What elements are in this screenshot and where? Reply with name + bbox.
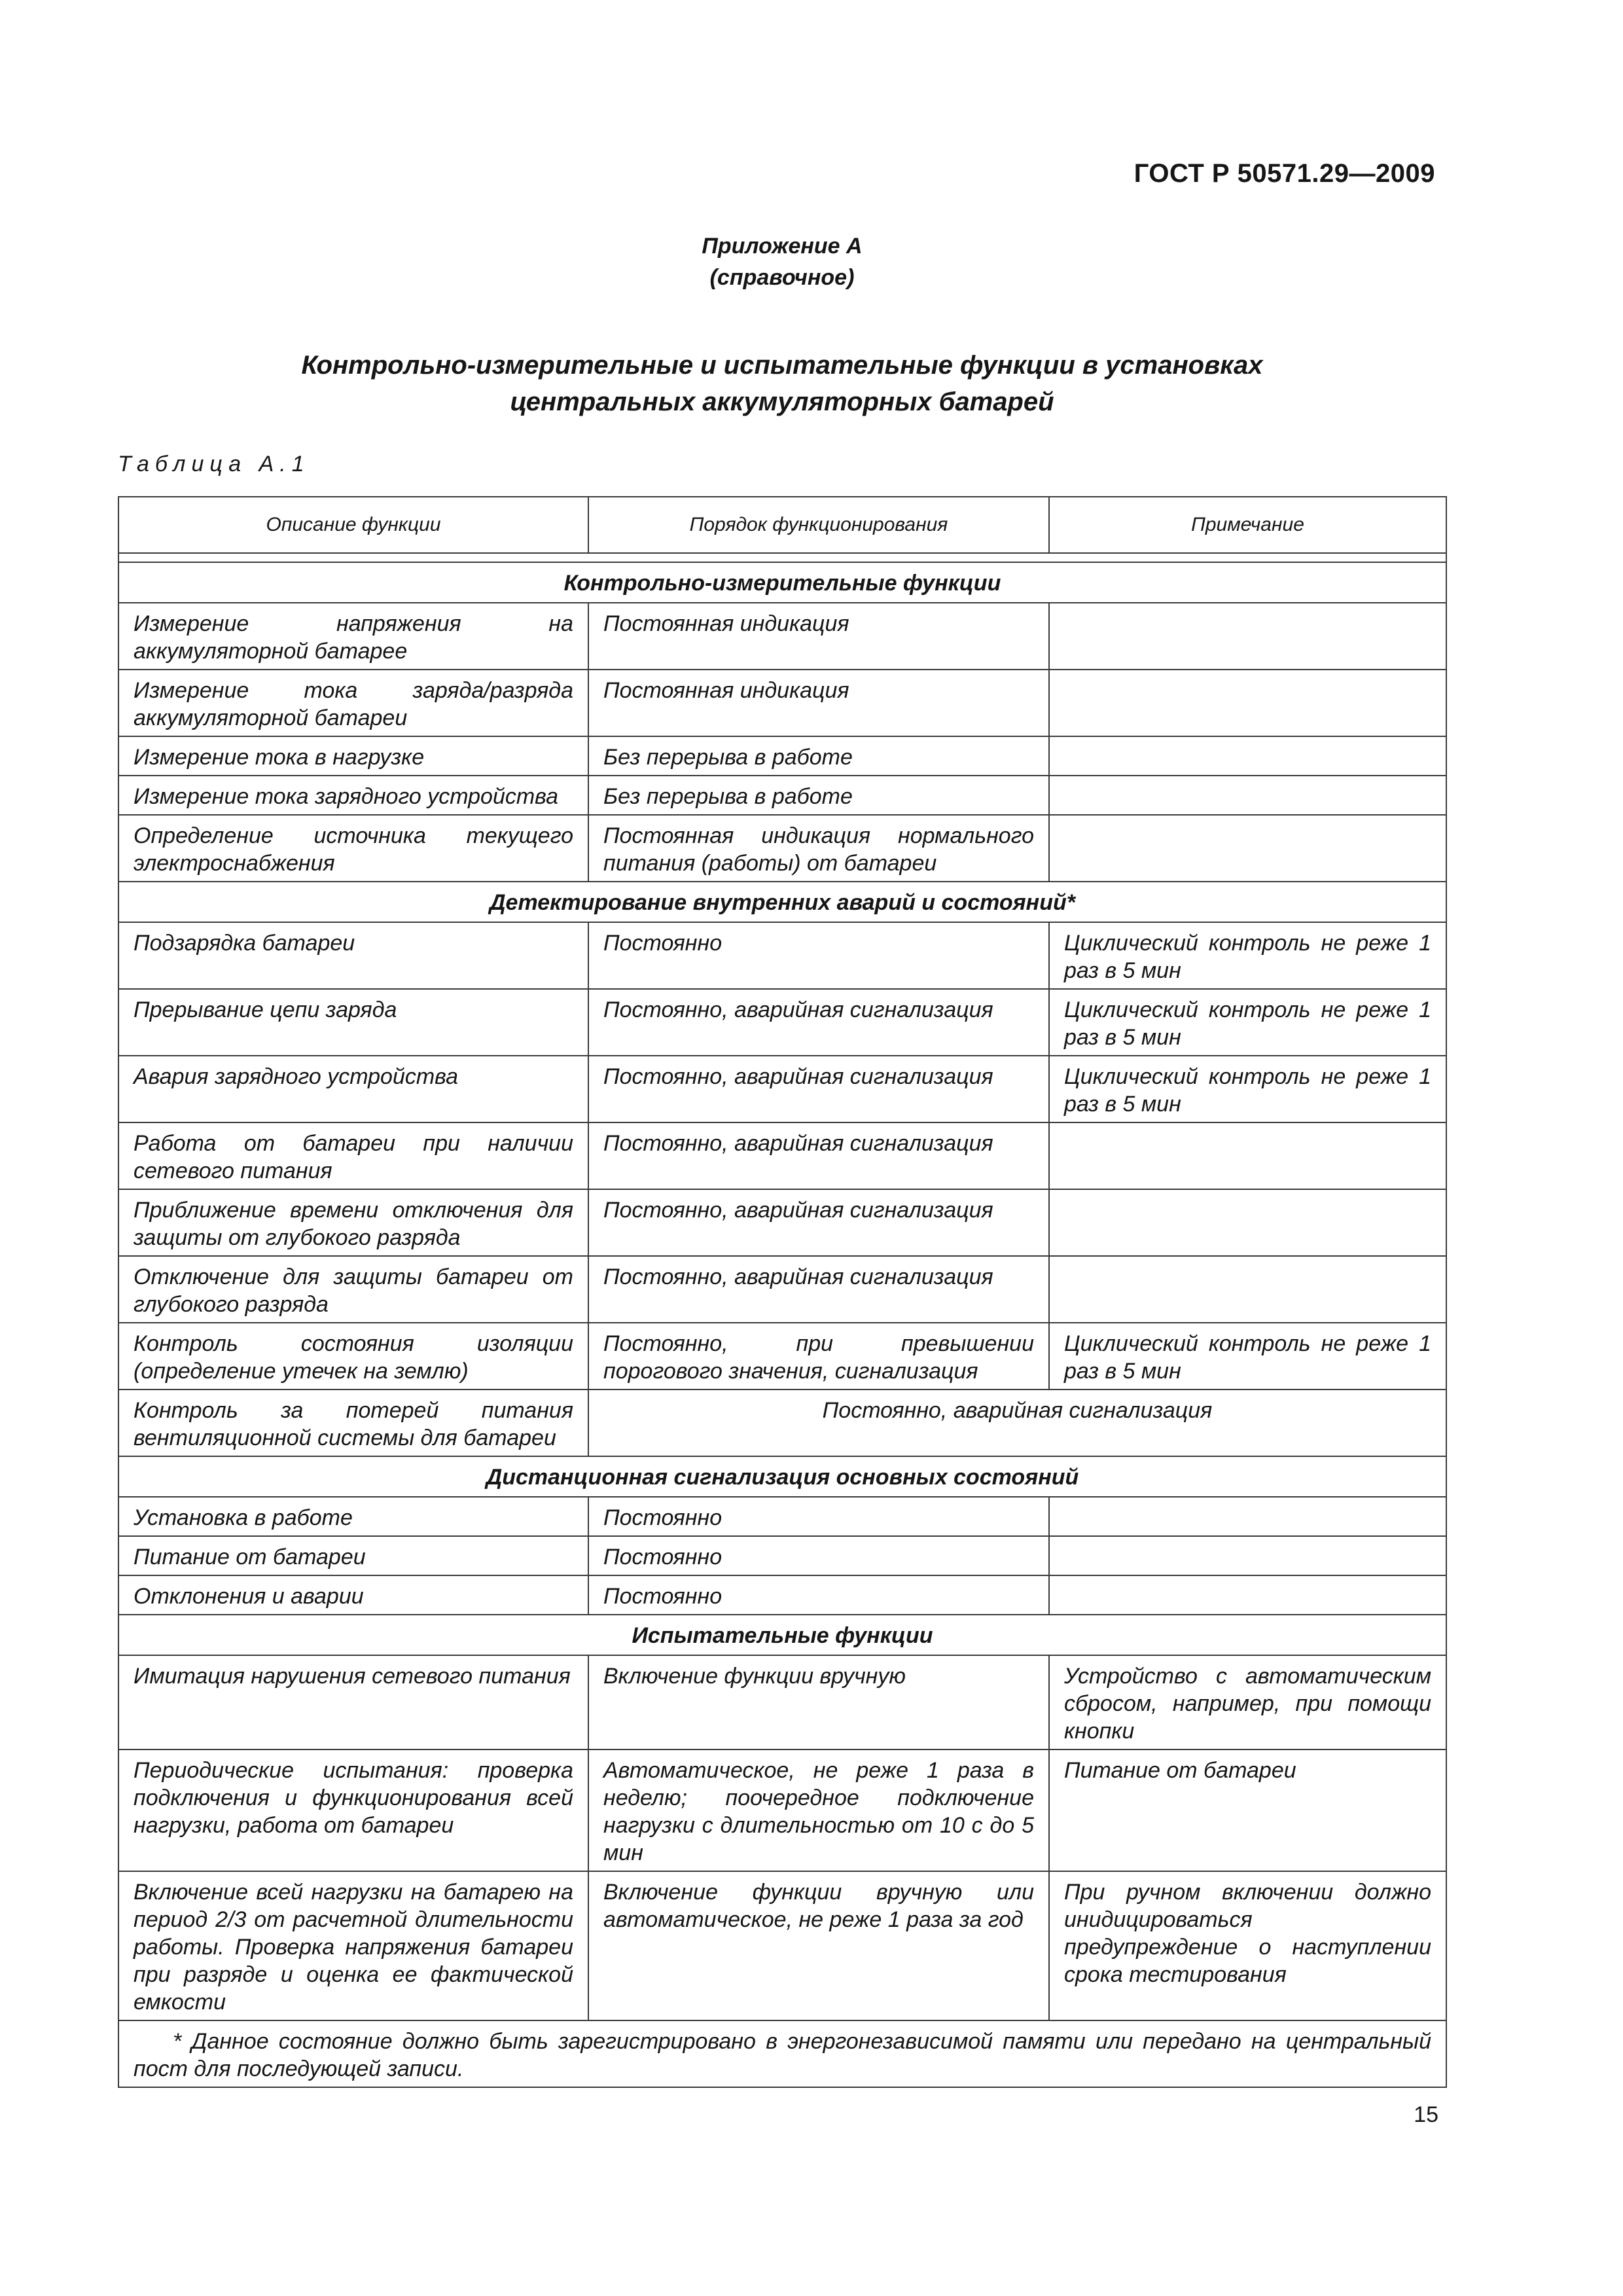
table-row	[118, 1749, 1446, 1871]
cell-operation: Постоянная индикация нормального питания (работы) от батареи	[588, 815, 1049, 882]
cell-description: Определение источника текущего электроснабжения	[118, 815, 588, 882]
table-row	[118, 1122, 1446, 1189]
cell-operation: Постоянная индикация	[588, 603, 1049, 670]
table-header-row	[118, 497, 1446, 553]
table-row	[118, 1497, 1446, 1536]
cell-note	[1049, 1536, 1446, 1575]
cell-note	[1049, 1189, 1446, 1256]
cell-note: Циклический контроль не реже 1 раз в 5 мин	[1049, 1323, 1446, 1390]
table-row	[118, 736, 1446, 776]
cell-description: Контроль состояния изоляции (определение утечек на землю)	[118, 1323, 588, 1390]
table-row	[118, 1871, 1446, 2020]
cell-description: Измерение тока зарядного устройства	[118, 776, 588, 815]
cell-description: Авария зарядного устройства	[118, 1056, 588, 1122]
cell-description: Контроль за потерей питания вентиляционной системы для батареи	[118, 1390, 588, 1456]
document-heading	[0, 347, 1564, 420]
table-row	[118, 776, 1446, 815]
column-header-note: Примечание	[1049, 497, 1446, 553]
appendix-title: Приложение А	[702, 234, 863, 259]
cell-note: Циклический контроль не реже 1 раз в 5 мин	[1049, 1056, 1446, 1122]
cell-operation: Постоянно, аварийная сигнализация	[588, 1056, 1049, 1122]
cell-note	[1049, 1122, 1446, 1189]
cell-operation: Включение функции вручную	[588, 1655, 1049, 1749]
standard-number: ГОСТ Р 50571.29—2009	[1133, 159, 1435, 188]
section-header-row	[118, 882, 1446, 922]
header-gap-cell	[118, 553, 1446, 562]
cell-note	[1049, 815, 1446, 882]
cell-operation: Постоянно	[588, 1497, 1049, 1536]
cell-note	[1049, 1575, 1446, 1615]
cell-description: Имитация нарушения сетевого питания	[118, 1655, 588, 1749]
section-header-row	[118, 562, 1446, 603]
table-row	[118, 989, 1446, 1056]
section-title: Детектирование внутренних аварий и состояний*	[118, 882, 1446, 922]
table-row	[118, 922, 1446, 989]
cell-note	[1049, 776, 1446, 815]
cell-note	[1049, 1256, 1446, 1323]
cell-note: Питание от батареи	[1049, 1749, 1446, 1871]
table-body	[118, 553, 1446, 2020]
column-header-operation: Порядок функционирования	[588, 497, 1049, 553]
cell-operation: Без перерыва в работе	[588, 736, 1049, 776]
cell-operation: Включение функции вручную или автоматическое, не реже 1 раза за год	[588, 1871, 1049, 2020]
cell-operation: Постоянная индикация	[588, 670, 1049, 736]
page-number: 15	[1414, 2102, 1438, 2127]
cell-operation: Постоянно, при превышении порогового значения, сигнализация	[588, 1323, 1049, 1390]
cell-operation: Постоянно	[588, 1575, 1049, 1615]
cell-operation: Постоянно, аварийная сигнализация	[588, 1189, 1049, 1256]
cell-note: Циклический контроль не реже 1 раз в 5 мин	[1049, 922, 1446, 989]
appendix-kind: (справочное)	[709, 265, 855, 290]
cell-description: Питание от батареи	[118, 1536, 588, 1575]
cell-operation: Автоматическое, не реже 1 раза в неделю; поочередное подключение нагрузки с длительностью от 10 с до 5 мин	[588, 1749, 1049, 1871]
cell-operation: Постоянно	[588, 1536, 1049, 1575]
cell-description: Измерение тока заряда/разряда аккумуляторной батареи	[118, 670, 588, 736]
table-row	[118, 1655, 1446, 1749]
cell-description: Периодические испытания: проверка подключения и функционирования всей нагрузки, работа от батареи	[118, 1749, 588, 1871]
cell-note	[1049, 603, 1446, 670]
table-row	[118, 670, 1446, 736]
cell-operation: Без перерыва в работе	[588, 776, 1049, 815]
cell-note: Устройство с автоматическим сбросом, например, при помощи кнопки	[1049, 1655, 1446, 1749]
table-footnote: * Данное состояние должно быть зарегистрировано в энергонезависимой памяти или передано на центральный пост для последующей записи.	[118, 2020, 1446, 2087]
table-row	[118, 1189, 1446, 1256]
table-row	[118, 1056, 1446, 1122]
section-header-row	[118, 1615, 1446, 1655]
appendix-heading	[0, 230, 1564, 293]
cell-operation: Постоянно, аварийная сигнализация	[588, 1256, 1049, 1323]
footnote-row	[118, 2020, 1446, 2087]
cell-note	[1049, 736, 1446, 776]
cell-note	[1049, 1497, 1446, 1536]
section-title: Испытательные функции	[118, 1615, 1446, 1655]
table-caption: Таблица А.1	[118, 452, 310, 476]
cell-description: Прерывание цепи заряда	[118, 989, 588, 1056]
section-title: Дистанционная сигнализация основных состояний	[118, 1456, 1446, 1497]
table-row	[118, 1390, 1446, 1456]
cell-description: Установка в работе	[118, 1497, 588, 1536]
header-gap-row	[118, 553, 1446, 562]
table-row	[118, 1256, 1446, 1323]
cell-operation-merged: Постоянно, аварийная сигнализация	[588, 1390, 1446, 1456]
cell-note	[1049, 670, 1446, 736]
section-header-row	[118, 1456, 1446, 1497]
table-row	[118, 1575, 1446, 1615]
cell-description: Приближение времени отключения для защиты от глубокого разряда	[118, 1189, 588, 1256]
section-title: Контрольно-измерительные функции	[118, 562, 1446, 603]
table-row	[118, 603, 1446, 670]
cell-description: Подзарядка батареи	[118, 922, 588, 989]
cell-description: Измерение напряжения на аккумуляторной батарее	[118, 603, 588, 670]
table-row	[118, 1536, 1446, 1575]
cell-operation: Постоянно	[588, 922, 1049, 989]
column-header-description: Описание функции	[118, 497, 588, 553]
cell-note: При ручном включении должно инидицироваться предупреждение о наступлении срока тестирования	[1049, 1871, 1446, 2020]
table-row	[118, 815, 1446, 882]
cell-note: Циклический контроль не реже 1 раз в 5 мин	[1049, 989, 1446, 1056]
functions-table	[118, 496, 1447, 2088]
cell-description: Отклонения и аварии	[118, 1575, 588, 1615]
heading-line-2: центральных аккумуляторных батарей	[510, 387, 1054, 416]
table-row	[118, 1323, 1446, 1390]
cell-description: Измерение тока в нагрузке	[118, 736, 588, 776]
heading-line-1: Контрольно-измерительные и испытательные функции в установках	[301, 351, 1263, 380]
cell-operation: Постоянно, аварийная сигнализация	[588, 989, 1049, 1056]
cell-description: Отключение для защиты батареи от глубокого разряда	[118, 1256, 588, 1323]
cell-description: Включение всей нагрузки на батарею на период 2/3 от расчетной длительности работы. Проверка напряжения батареи при разряде и оценка ее фактической емкости	[118, 1871, 588, 2020]
cell-operation: Постоянно, аварийная сигнализация	[588, 1122, 1049, 1189]
cell-description: Работа от батареи при наличии сетевого питания	[118, 1122, 588, 1189]
